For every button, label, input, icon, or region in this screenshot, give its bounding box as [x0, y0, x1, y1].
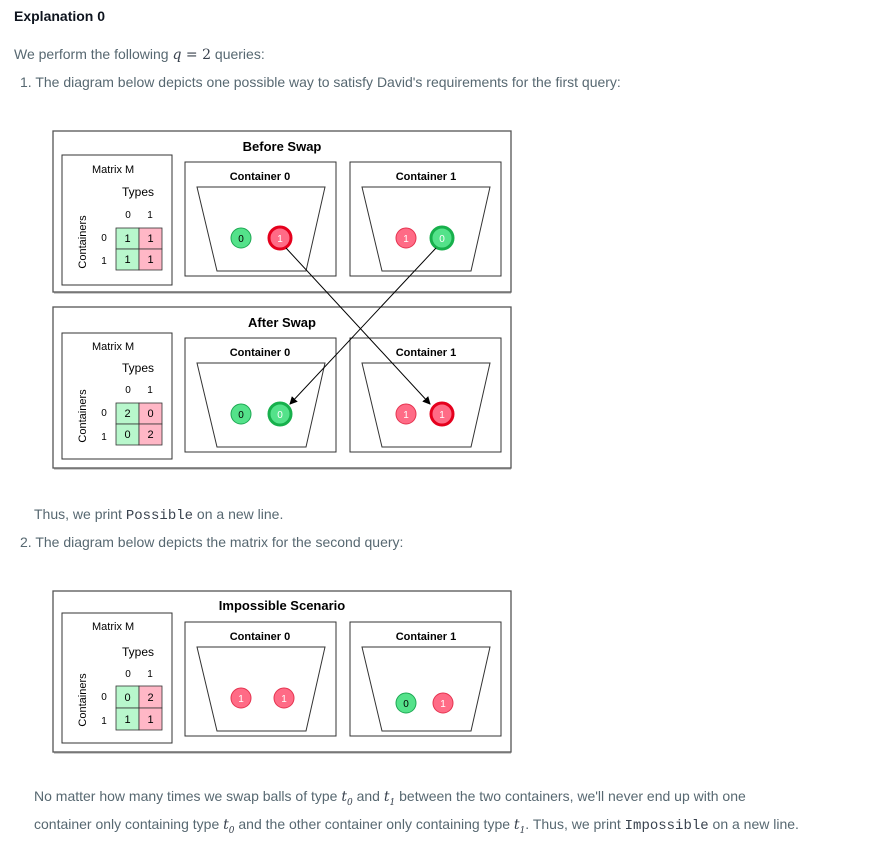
after-container-0-label: Container 0	[229, 347, 291, 359]
svg-text:1: 1	[281, 694, 287, 705]
conclusion-text: container only containing type	[34, 816, 224, 832]
conclusion-text: No matter how many times we swap balls of type	[34, 788, 342, 804]
conclusion-line-2	[34, 816, 799, 836]
impossible-title: Impossible Scenario	[218, 598, 346, 613]
swap-diagram	[50, 128, 515, 473]
impossible-container-1-label: Container 1	[395, 631, 457, 643]
after-cell-10: 0	[124, 429, 131, 441]
svg-text:1: 1	[403, 234, 409, 245]
after-type-1: 1	[147, 385, 153, 396]
impossible-cell-00: 0	[124, 692, 131, 704]
impossible-type-1: 1	[147, 669, 153, 680]
svg-text:1: 1	[439, 410, 445, 421]
svg-text:0: 0	[439, 234, 445, 245]
t0-math: $t_0$	[223, 817, 235, 836]
list-item-2	[20, 534, 403, 550]
conclusion-text: on a new line.	[708, 816, 799, 832]
heading: Explanation 0	[14, 8, 106, 24]
before-cell-11: 1	[147, 254, 154, 266]
after-types-label: Types	[122, 361, 155, 375]
t1-math: $t_1$	[383, 789, 396, 808]
before-row-1: 1	[101, 256, 107, 267]
before-matrix-label: Matrix M	[92, 164, 135, 176]
after-cell-00: 2	[124, 408, 131, 420]
list-item-1-number: 1.	[20, 74, 32, 90]
conclusion-text: and the other container only containing type	[234, 816, 514, 832]
list-item-2-text: The diagram below depicts the matrix for the second query:	[35, 534, 404, 550]
intro-value: 2	[202, 47, 212, 63]
impossible-type-0: 0	[125, 669, 131, 680]
t0-math: $t_0$	[341, 789, 353, 808]
svg-text:0: 0	[238, 234, 244, 245]
before-swap-title: Before Swap	[242, 139, 322, 154]
impossible-row-0: 0	[101, 692, 107, 703]
conclusion-text: and	[352, 788, 384, 804]
impossible-types-label: Types	[122, 645, 155, 659]
before-type-0: 0	[125, 210, 131, 221]
impossible-container-0-label: Container 0	[229, 631, 291, 643]
impossible-code: Impossible	[624, 818, 709, 834]
impossible-row-1: 1	[101, 716, 107, 727]
thus1-before: Thus, we print	[34, 506, 126, 522]
impossible-containers-label: Containers	[77, 673, 89, 727]
before-container-0-label: Container 0	[229, 171, 291, 183]
before-cell-10: 1	[124, 254, 131, 266]
svg-text:1: 1	[403, 410, 409, 421]
impossible-diagram	[50, 588, 515, 756]
impossible-matrix-label: Matrix M	[92, 621, 135, 633]
intro-var: q	[172, 47, 182, 63]
after-swap-title: After Swap	[248, 315, 316, 330]
svg-text:0: 0	[403, 699, 409, 710]
intro-line	[14, 46, 265, 63]
list-item-2-number: 2.	[20, 534, 32, 550]
intro-equals: =	[181, 47, 203, 63]
result-possible-line	[34, 506, 283, 524]
impossible-cell-01: 2	[147, 692, 154, 704]
possible-code: Possible	[125, 508, 194, 524]
before-container-1-label: Container 1	[395, 171, 457, 183]
before-types-label: Types	[122, 185, 155, 199]
after-cell-11: 2	[147, 429, 154, 441]
conclusion-text: . Thus, we print	[525, 816, 625, 832]
before-row-0: 0	[101, 233, 107, 244]
intro-after: queries:	[211, 46, 265, 62]
svg-text:0: 0	[277, 410, 283, 421]
after-container-1-label: Container 1	[395, 347, 457, 359]
svg-text:1: 1	[440, 699, 446, 710]
after-containers-label: Containers	[77, 389, 89, 443]
before-type-1: 1	[147, 210, 153, 221]
after-cell-01: 0	[147, 408, 154, 420]
svg-text:0: 0	[238, 410, 244, 421]
list-item-1-text: The diagram below depicts one possible way to satisfy David's requirements for the first query:	[35, 74, 621, 90]
impossible-cell-10: 1	[124, 714, 131, 726]
after-matrix-label: Matrix M	[92, 341, 135, 353]
svg-text:1: 1	[238, 694, 244, 705]
before-cell-01: 1	[147, 233, 154, 245]
impossible-cell-11: 1	[147, 714, 154, 726]
after-type-0: 0	[125, 385, 131, 396]
after-row-1: 1	[101, 432, 107, 443]
thus1-after: on a new line.	[193, 506, 284, 522]
conclusion-line-1	[34, 788, 746, 808]
t1-math: $t_1$	[513, 817, 526, 836]
before-containers-label: Containers	[77, 215, 89, 269]
list-item-1	[20, 74, 621, 90]
svg-text:1: 1	[277, 234, 283, 245]
before-cell-00: 1	[124, 233, 131, 245]
conclusion-text: between the two containers, we'll never end up with one	[395, 788, 746, 804]
after-row-0: 0	[101, 408, 107, 419]
intro-before: We perform the following	[14, 46, 173, 62]
